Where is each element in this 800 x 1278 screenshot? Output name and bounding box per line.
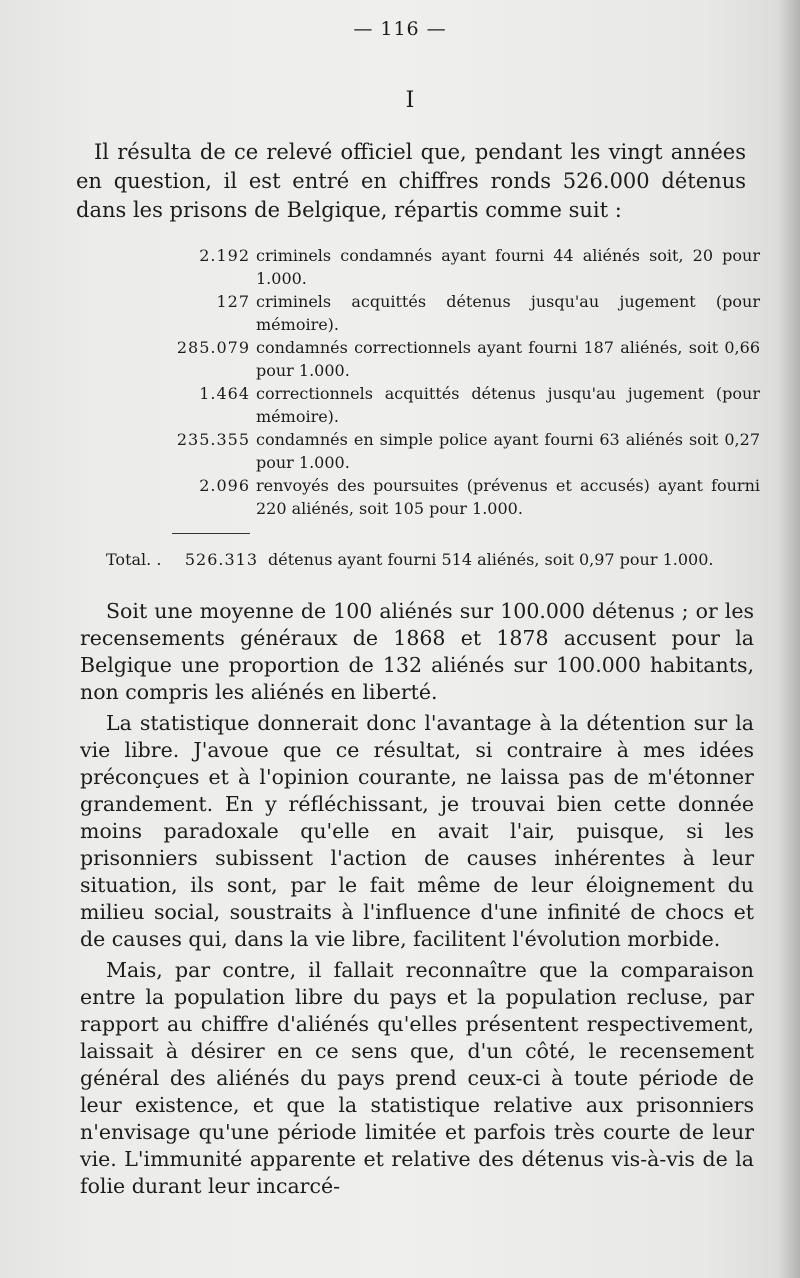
row-number: 1.464 [199, 384, 250, 403]
list-item [160, 428, 760, 474]
row-number: 235.355 [176, 430, 250, 449]
paragraph: Mais, par contre, il fallait reconnaître que la comparaison entre la population libre du pays et la population recluse, par rapport au chiffre d'aliénés qu'elles présentent respectivement, laissait à désirer en ce sens que, d'un côté, le recensement général des aliénés du pays prend ceux-ci à toute période de leur existence, et que la statistique relative aux prisonniers n'envisage qu'une période limitée et parfois très courte de leur vie. L'immunité apparente et relative des détenus vis-à-vis de la folie durant leur incarcé- [80, 958, 754, 1198]
row-number: 2.096 [199, 476, 250, 495]
row-text: criminels condamnés ayant fourni 44 aliénés soit, 20 pour 1.000. [256, 246, 760, 288]
total-row [106, 548, 766, 572]
statistics-list [160, 244, 760, 520]
list-item [160, 382, 760, 428]
body-text [80, 598, 754, 1204]
total-number: 526.313 [184, 550, 258, 569]
row-number: 2.192 [199, 246, 250, 265]
intro-text: Il résulta de ce relevé officiel que, pendant les vingt années en question, il est entré en chiffres ronds 526.000 détenus dans les prisons de Belgique, répartis comme suit : [76, 140, 746, 222]
page-edge-shadow [778, 0, 800, 1278]
list-item [160, 474, 760, 520]
row-number: 285.079 [176, 338, 250, 357]
paragraph: Soit une moyenne de 100 aliénés sur 100.000 détenus ; or les recensements généraux de 1868 et 1878 accusent pour la Belgique une proportion de 132 aliénés sur 100.000 habitants, non compris les aliénés en liberté. [80, 599, 754, 704]
list-item [160, 336, 760, 382]
section-numeral: I [405, 88, 415, 113]
total-text: détenus ayant fourni 514 aliénés, soit 0,97 pour 1.000. [268, 550, 714, 569]
row-text: correctionnels acquittés détenus jusqu'au jugement (pour mémoire). [256, 384, 760, 426]
row-number: 127 [216, 292, 250, 311]
row-text: condamnés en simple police ayant fourni 63 aliénés soit 0,27 pour 1.000. [256, 430, 760, 472]
page-number: — 116 — [353, 18, 447, 40]
paragraph: La statistique donnerait donc l'avantage à la détention sur la vie libre. J'avoue que ce résultat, si contraire à mes idées préconçues et à l'opinion courante, ne laissa pas de m'étonner grandement. En y réfléchissant, je trouvai bien cette donnée moins paradoxale qu'elle en avait l'air, puisque, si les prisonniers subissent l'action de causes inhérentes à leur situation, ils sont, par le fait même de leur éloignement du milieu social, soustraits à l'influence d'une infinité de chocs et de causes qui, dans la vie libre, facilitent l'évolution morbide. [80, 711, 754, 951]
row-text: renvoyés des poursuites (prévenus et accusés) ayant fourni 220 aliénés, soit 105 pour 1.000. [256, 476, 760, 518]
list-item [160, 244, 760, 290]
list-item [160, 290, 760, 336]
row-text: criminels acquittés détenus jusqu'au jugement (pour mémoire). [256, 292, 760, 334]
intro-paragraph [76, 138, 746, 225]
total-divider [172, 533, 250, 534]
total-label: Total. . [106, 550, 162, 569]
row-text: condamnés correctionnels ayant fourni 187 aliénés, soit 0,66 pour 1.000. [256, 338, 760, 380]
